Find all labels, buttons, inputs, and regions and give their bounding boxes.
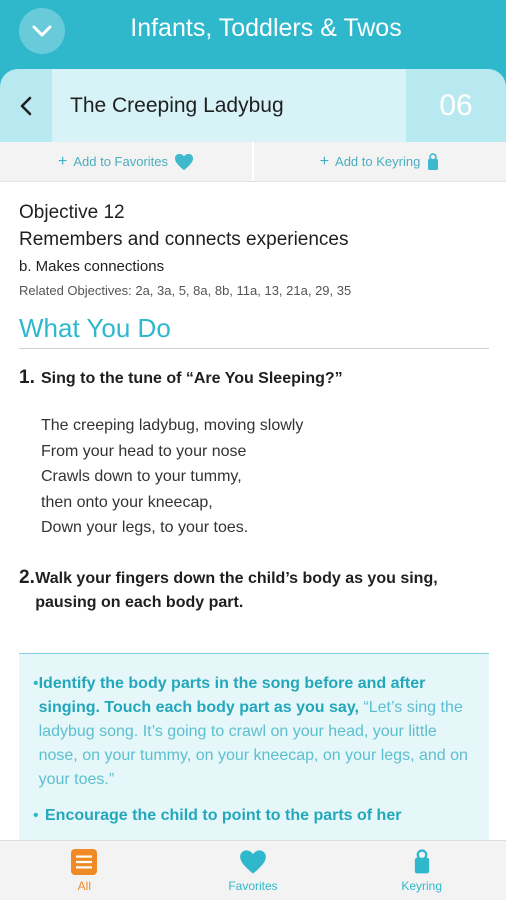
bottom-tab-bar xyxy=(0,840,506,900)
heart-icon xyxy=(174,153,194,171)
activity-number: 06 xyxy=(406,69,506,142)
plus-icon: + xyxy=(319,152,330,170)
tip-item xyxy=(33,804,479,828)
add-to-favorites-button[interactable] xyxy=(0,142,252,181)
objective-title: Remembers and connects experiences xyxy=(19,229,349,250)
app-title: Infants, Toddlers & Twos xyxy=(130,14,402,42)
add-to-favorites-label: Add to Favorites xyxy=(73,154,168,169)
keyring-icon xyxy=(412,849,432,875)
step-item xyxy=(19,367,489,391)
back-button[interactable] xyxy=(0,69,52,142)
objective-number: Objective 12 xyxy=(19,202,125,223)
song-line: Crawls down to your tummy, xyxy=(41,468,242,485)
chevron-left-icon xyxy=(19,95,33,117)
step-text: Walk your fingers down the child’s body as you sing, pausing on each body part. xyxy=(35,569,438,611)
step-item xyxy=(19,567,489,615)
tab-favorites[interactable] xyxy=(169,841,338,900)
plus-icon: + xyxy=(58,152,68,170)
step-number: 2. xyxy=(19,566,35,588)
heart-icon xyxy=(239,849,267,875)
action-bar xyxy=(0,142,506,182)
step-text: Sing to the tune of “Are You Sleeping?” xyxy=(41,370,343,387)
keyring-icon xyxy=(426,153,440,171)
activity-content[interactable] xyxy=(19,200,489,840)
tab-label: All xyxy=(77,879,91,893)
section-title: What You Do xyxy=(19,313,489,349)
tab-all[interactable] xyxy=(0,841,169,900)
tip-instruction: Identify the body parts in the song before and after singing. Touch each body part as you say, xyxy=(38,674,426,716)
song-lyrics xyxy=(41,413,489,541)
list-icon xyxy=(71,849,97,875)
step-number: 1. xyxy=(19,367,35,388)
tab-label: Keyring xyxy=(401,879,443,893)
objective-subtitle: b. Makes connections xyxy=(19,258,165,275)
tip-quote: “Let’s sing the ladybug song. It’s going to crawl on your head, your little nose, on your tummy, on your kneecap, on your legs, and on your toes.” xyxy=(38,698,468,788)
add-to-keyring-button[interactable] xyxy=(252,142,506,181)
song-line: The creeping ladybug, moving slowly xyxy=(41,417,304,434)
song-line: From your head to your nose xyxy=(41,442,247,460)
song-line: Down your legs, to your toes. xyxy=(41,519,249,536)
tab-label: Favorites xyxy=(228,879,278,893)
tips-box xyxy=(19,653,489,841)
activity-header xyxy=(0,66,506,142)
tip-item xyxy=(33,672,479,792)
bullet-icon: • xyxy=(33,806,39,824)
add-to-keyring-label: Add to Keyring xyxy=(335,154,421,169)
tab-keyring[interactable] xyxy=(337,841,506,900)
song-line: then onto your kneecap, xyxy=(41,493,213,511)
tip-instruction: Encourage the child to point to the parts of her xyxy=(45,806,402,824)
top-bar xyxy=(0,0,506,66)
bullet-icon: • xyxy=(33,674,39,692)
activity-title: The Creeping Ladybug xyxy=(52,69,406,142)
related-objectives: Related Objectives: 2a, 3a, 5, 8a, 8b, 11a, 13, 21a, 29, 35 xyxy=(19,283,352,298)
